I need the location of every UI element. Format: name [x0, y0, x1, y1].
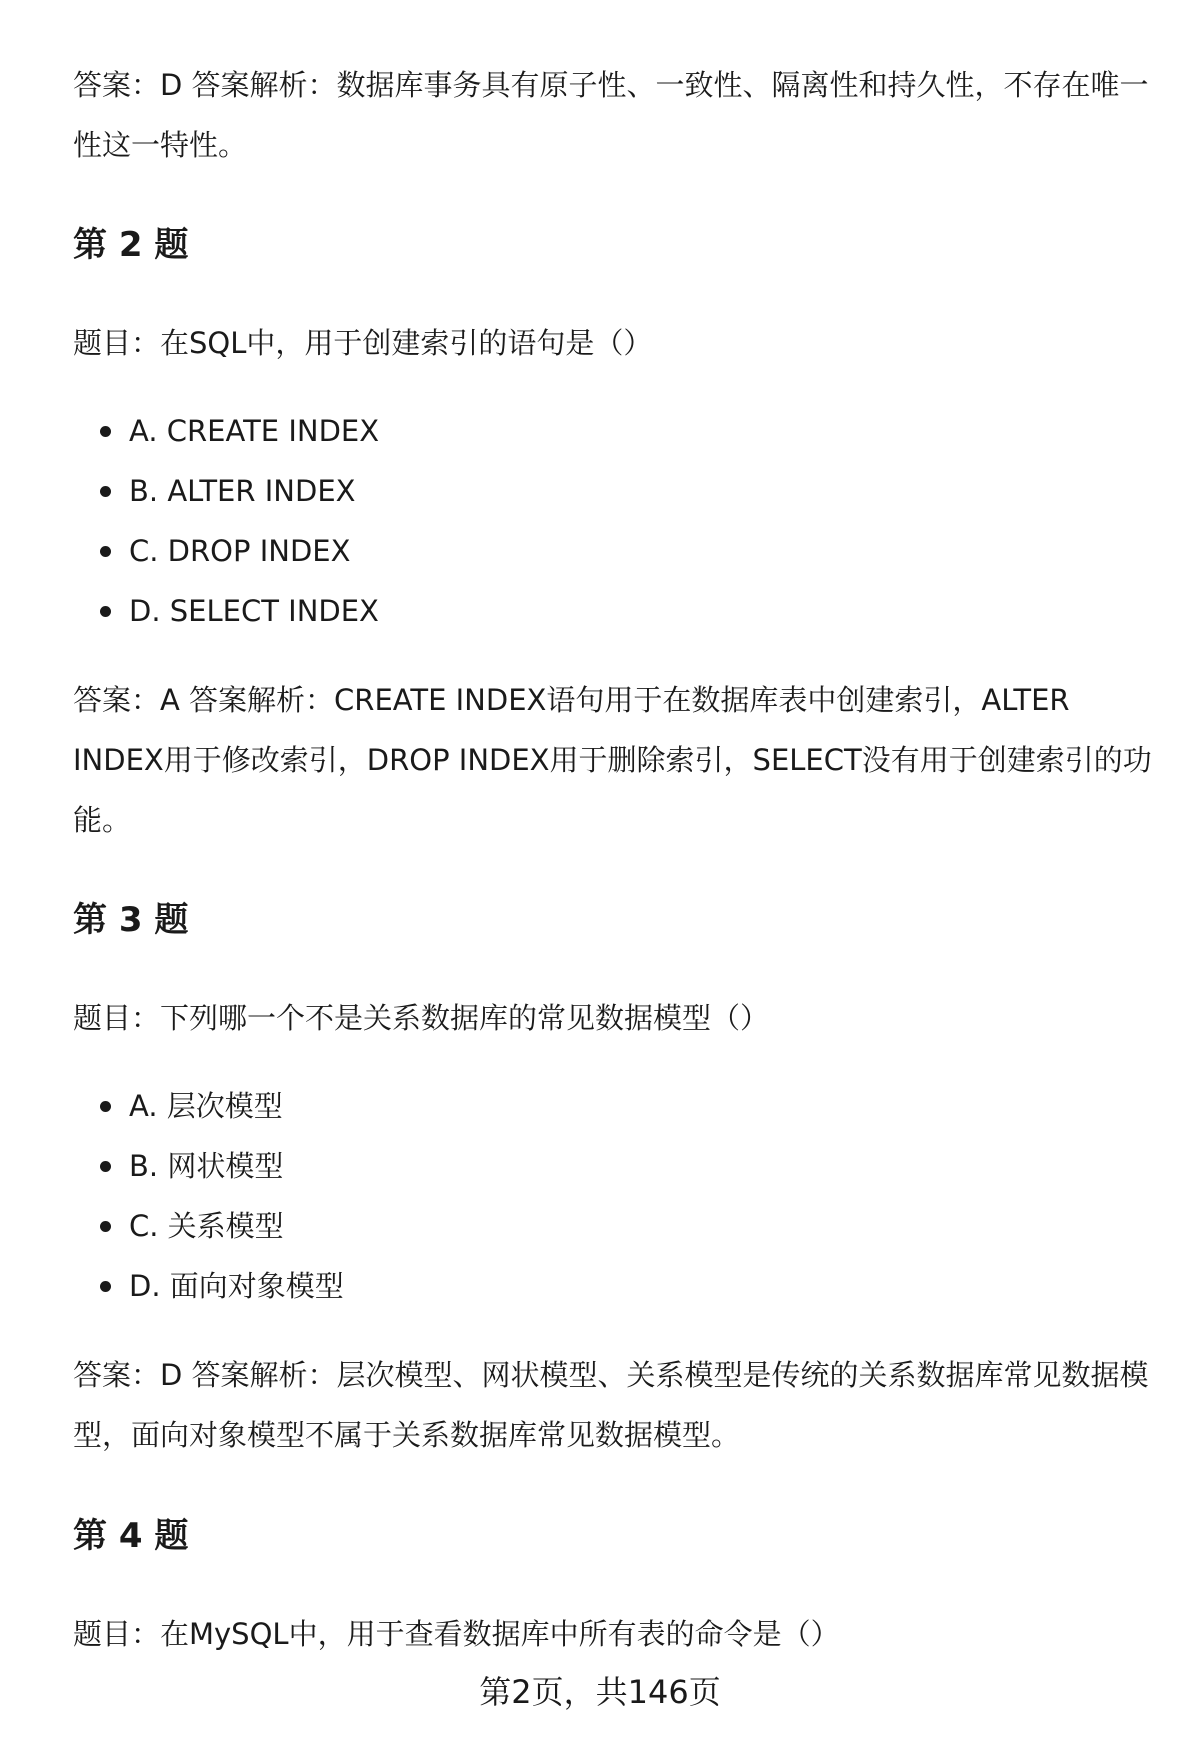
option-q2-b: B. ALTER INDEX	[73, 461, 379, 521]
page-footer: 第2页，共146页	[479, 1673, 721, 1711]
bullet-icon	[100, 1101, 111, 1112]
option-q3-d: D. 面向对象模型	[73, 1256, 344, 1316]
option-q2-a: A. CREATE INDEX	[73, 401, 379, 461]
heading-q4: 第 4 题	[73, 1516, 189, 1556]
option-q3-a: A. 层次模型	[73, 1076, 344, 1136]
option-q2-d: D. SELECT INDEX	[73, 581, 379, 641]
answer-q1: 答案：D 答案解析：数据库事务具有原子性、一致性、隔离性和持久性，不存在唯一性这一特性。	[73, 68, 1149, 162]
bullet-icon	[100, 1221, 111, 1232]
option-q2-c: C. DROP INDEX	[73, 521, 379, 581]
bullet-icon	[100, 426, 111, 437]
question-q4: 题目：在MySQL中，用于查看数据库中所有表的命令是（）	[73, 1617, 840, 1651]
options-q2	[73, 401, 379, 641]
bullet-icon	[100, 486, 111, 497]
bullet-icon	[100, 546, 111, 557]
bullet-icon	[100, 1281, 111, 1292]
bullet-icon	[100, 606, 111, 617]
bullet-icon	[100, 1161, 111, 1172]
question-q3: 题目：下列哪一个不是关系数据库的常见数据模型（）	[73, 1001, 770, 1035]
option-q3-b: B. 网状模型	[73, 1136, 344, 1196]
heading-q3: 第 3 题	[73, 900, 189, 940]
option-q3-c: C. 关系模型	[73, 1196, 344, 1256]
answer-q2: 答案：A 答案解析：CREATE INDEX语句用于在数据库表中创建索引，ALTER INDEX用于修改索引，DROP INDEX用于删除索引，SELECT没有用于创建索引的功能。	[73, 683, 1152, 837]
options-q3	[73, 1076, 344, 1316]
question-q2: 题目：在SQL中，用于创建索引的语句是（）	[73, 326, 653, 360]
answer-q3: 答案：D 答案解析：层次模型、网状模型、关系模型是传统的关系数据库常见数据模型，面向对象模型不属于关系数据库常见数据模型。	[73, 1358, 1149, 1452]
heading-q2: 第 2 题	[73, 225, 189, 265]
